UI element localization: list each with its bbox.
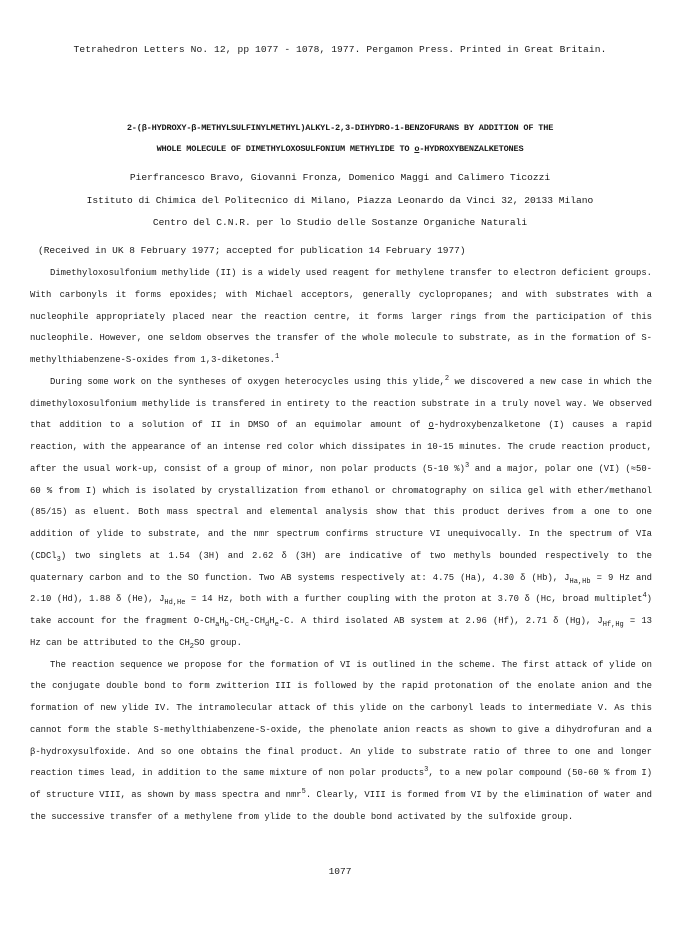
title-ortho-prefix: o xyxy=(414,144,420,154)
reference-marker: 5 xyxy=(301,788,306,796)
affiliation-centre: Centro del C.N.R. per lo Studio delle Sostanze Organiche Naturali xyxy=(152,217,528,228)
paragraph-text: Dimethyloxosulfonium methylide (II) is a widely used reagent for methylene transfer to electron deficient groups. With carbonyls it forms epoxides; with Michael acceptors, generally cyclopropanes; and with substrates with a nucleophile appropriately placed near the reaction centre, it forms larger rings from the participation of this nucleophile. However, one seldom observes the transfer of the whole molecule to substrate, as in the formation of S-methylthiabenzene-S-oxides from 1,3-diketones. xyxy=(30,268,652,365)
page-number: 1077 xyxy=(328,866,352,877)
article-title-line-2 xyxy=(40,144,640,154)
fragment-text: H xyxy=(219,616,225,626)
fragment-text: -CH xyxy=(228,616,245,626)
article-title-line-1: 2-(β-HYDROXY-β-METHYLSULFINYLMETHYL)ALKYL-2,3-DIHYDRO-1-BENZOFURANS BY ADDITION OF THE xyxy=(126,123,554,133)
paragraph-text: , to a new polar compound (50-60 % from I) of structure VIII, as shown by mass spectra and nmr xyxy=(30,768,653,800)
paragraph-text: and a major, polar one (VI) (≈50-60 % from I) which is isolated by crystallization from ethanol or chromatography on silica gel with ether/methanol (85/15) as eluent. Both mass spectral and elemental analysis show that this product derives from a one to one addition of ylide to substrate, and the nmr spectrum confirms structure VI unequivocally. In the spectrum of VIa (CDCl xyxy=(30,463,652,561)
coupling-subscript: Hf,Hg xyxy=(602,621,624,629)
affiliation-institute: Istituto di Chimica del Politecnico di Milano, Piazza Leonardo da Vinci 32, 20133 Milano xyxy=(86,195,594,206)
subscript: d xyxy=(265,621,270,629)
paragraph-text: During some work on the syntheses of oxygen heterocycles using this ylide, xyxy=(50,376,445,387)
reference-marker: 4 xyxy=(642,592,647,601)
paragraph-3 xyxy=(30,655,652,829)
coupling-subscript: Hd,He xyxy=(164,599,186,608)
paragraph-text: . Clearly, VIII is formed from VI by the elimination of water and the successive transfer of a methylene from ylide to the double bond activated by the sulfoxide group. xyxy=(30,790,653,822)
title-text: WHOLE MOLECULE OF DIMETHYLOXOSULFONIUM METHYLIDE TO xyxy=(156,144,415,154)
running-header: Tetrahedron Letters No. 12, pp 1077 - 1078, 1977. Pergamon Press. Printed in Great Britain. xyxy=(73,44,607,55)
received-date: (Received in UK 8 February 1977; accepted for publication 14 February 1977) xyxy=(38,245,466,256)
paragraph-text: = 13 Hz can be attributed to the CH xyxy=(30,616,652,648)
reference-marker: 3 xyxy=(464,461,470,470)
paragraph-1 xyxy=(30,263,652,372)
title-text-end: -HYDROXYBENZALKETONES xyxy=(419,144,524,154)
paragraph-text: = 14 Hz, both with a further coupling with the proton at 3.70 δ (Hc, broad multiplet xyxy=(185,594,643,605)
fragment-text: -CH xyxy=(249,616,266,626)
author-list: Pierfrancesco Bravo, Giovanni Fronza, Domenico Maggi and Calimero Ticozzi xyxy=(129,172,551,183)
subscript: 3 xyxy=(56,555,61,564)
subscript: b xyxy=(224,621,229,629)
paragraph-text: ) take account for the fragment O-CH xyxy=(30,594,652,626)
paragraph-text: -hydroxybenzalketone (I) causes a rapid reaction, with the appearance of an intense red color which dissipates in 10-15 minutes. The crude reaction product, after the usual work-up, consist of a group of minor, non polar products (5-10 %) xyxy=(30,420,652,474)
paragraph-text: -C. A third isolated AB system at 2.96 (Hf), 2.71 δ (Hg), J xyxy=(278,616,603,626)
paragraph-text: SO group. xyxy=(193,637,242,648)
paragraph-2 xyxy=(30,372,652,655)
reference-marker: 2 xyxy=(444,374,450,383)
paragraph-text: ) two singlets at 1.54 (3H) and 2.62 δ (3H) are indicative of two methyls bounded respectively to the quaternary carbon and to the SO function. Two AB systems respectively at: 4.75 (Ha), 4.30 δ (Hb), J xyxy=(30,550,652,583)
ortho-prefix: o xyxy=(428,420,434,431)
coupling-subscript: Ha,Hb xyxy=(569,577,591,586)
subscript: a xyxy=(215,621,220,629)
subscript: 2 xyxy=(189,642,194,651)
subscript: c xyxy=(244,621,250,629)
paragraph-text: we discovered a new case in which the dimethyloxosulfonium methylide is transfered in entirety to the reaction substrate in a truly novel way. We observed that addition to a solution of II in DMSO of an equimolar amount of xyxy=(30,376,652,431)
reference-marker: 1 xyxy=(275,353,280,361)
fragment-text: H xyxy=(269,616,275,626)
paragraph-text: = 9 Hz and 2.10 (Hd), 1.88 δ (He), J xyxy=(30,572,652,605)
reference-marker: 3 xyxy=(424,766,429,775)
paragraph-text: The reaction sequence we propose for the formation of VI is outlined in the scheme. The first attack of ylide on the conjugate double bond to form zwitterion III is followed by the rapid protonation of the enolate anion and the formation of new ylide IV. The intramolecular attack of this ylide on the carbonyl leads to intermediate V. As this cannot form the stable S-methylthiabenzene-S-oxide, the phenolate anion reacts as shown to give a dihydrofuran and a β-hydroxysulfoxide. And so one obtains the final product. An ylide to substrate ratio of three to one and longer reaction times lead, in addition to the same mixture of non polar products xyxy=(30,659,652,779)
article-body xyxy=(30,263,652,829)
subscript: e xyxy=(274,621,279,629)
